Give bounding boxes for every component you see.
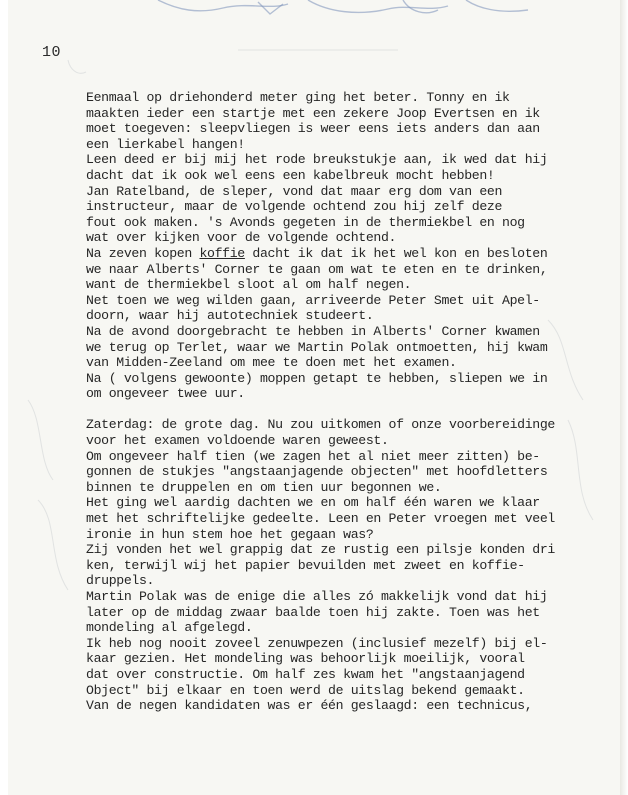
text-segment: dacht ik dat ik het wel kon en besloten (244, 245, 548, 261)
text-line: kaar gezien. Het mondeling was behoorlijk moeilijk, vooral (86, 651, 525, 667)
text-line: ken, terwijl wij het papier bevuilden met zweet en koffie- (86, 557, 525, 573)
text-line: maakten ieder een startje met een zekere Joop Evertsen en ik (86, 105, 540, 121)
text-line: later op de middag zwaar baalde toen hij zakte. Toen was het (86, 604, 540, 620)
text-line: want de thermiekbel sloot al om half negen. (86, 277, 412, 293)
text-line: druppels. (86, 573, 155, 589)
text-line: dacht dat ik ook wel eens een kabelbreuk mocht hebben! (86, 167, 495, 183)
text-line: Jan Ratelband, de sleper, vond dat maar erg dom van een (86, 183, 503, 199)
text-line: voor het examen voldoende waren geweest. (86, 433, 389, 449)
page-number: 10 (42, 44, 62, 61)
typewritten-page (8, 0, 620, 795)
text-line: om ongeveer twee uur. (86, 386, 245, 402)
text-line: Net toen we weg wilden gaan, arriveerde Peter Smet uit Apel- (86, 292, 540, 308)
text-line: gonnen de stukjes "angstaanjagende objecten" met hoofdletters (86, 464, 548, 480)
text-line: Van de negen kandidaten was er één geslaagd: een technicus, (86, 698, 533, 714)
text-line: wat over kijken voor de volgende ochtend. (86, 230, 397, 246)
page-edge-shadow (620, 0, 628, 795)
text-line: een lierkabel hangen! (86, 136, 245, 152)
underlined-word: koffie (199, 245, 245, 261)
text-line: moet toegeven: sleepvliegen is weer eens iets anders dan aan (86, 121, 540, 137)
text-line: Na ( volgens gewoonte) moppen getapt te hebben, sliepen we in (86, 370, 548, 386)
text-line: Ik heb nog nooit zoveel zenuwpezen (inclusief mezelf) bij el- (86, 635, 548, 651)
text-line: van Midden-Zeeland om mee te doen met het examen. (86, 355, 457, 371)
text-line: ironie in hun stem hoe het gegaan was? (86, 526, 374, 542)
text-line: Zaterdag: de grote dag. Nu zou uitkomen of onze voorbereidinge (86, 417, 555, 433)
text-line: Zij vonden het wel grappig dat ze rustig een pilsje konden dri (86, 542, 555, 558)
text-segment: Na zeven kopen (86, 245, 200, 261)
text-line: met het schriftelijke gedeelte. Leen en Peter vroegen met veel (86, 511, 555, 527)
text-line: instructeur, maar de volgende ochtend zou hij zelf deze (86, 199, 503, 215)
text-line: Martin Polak was de enige die alles zó makkelijk vond dat hij (86, 589, 548, 604)
text-line: Leen deed er bij mij het rode breukstukje aan, ik wed dat hij (86, 152, 548, 168)
text-line: binnen te druppelen en om tien uur begonnen we. (86, 479, 442, 495)
text-line: doorn, waar hij autotechniek studeert. (86, 308, 374, 324)
text-line: mondeling al afgelegd. (86, 620, 253, 636)
text-line: we terug op Terlet, waar we Martin Polak ontmoetten, hij kwam (86, 339, 548, 355)
text-line: Eenmaal op driehonderd meter ging het beter. Tonny en ik (86, 90, 510, 105)
text-line-koffie (86, 246, 620, 262)
text-line: Object" bij elkaar en toen werd de uitslag bekend gemaakt. (86, 682, 525, 698)
text-line: dat over constructie. Om half zes kwam het "angstaanjagend (86, 666, 525, 682)
paragraph-gap (86, 402, 620, 418)
text-line: Om ongeveer half tien (we zagen het al niet meer zitten) be- (86, 448, 540, 464)
body-text (86, 90, 620, 714)
text-line: Na de avond doorgebracht te hebben in Alberts' Corner kwamen (86, 323, 540, 339)
text-line: we naar Alberts' Corner te gaan om wat te eten en te drinken, (86, 261, 548, 277)
text-line: Het ging wel aardig dachten we en om half één waren we klaar (86, 495, 540, 511)
text-line: fout ook maken. 's Avonds gegeten in de thermiekbel en nog (86, 214, 525, 230)
